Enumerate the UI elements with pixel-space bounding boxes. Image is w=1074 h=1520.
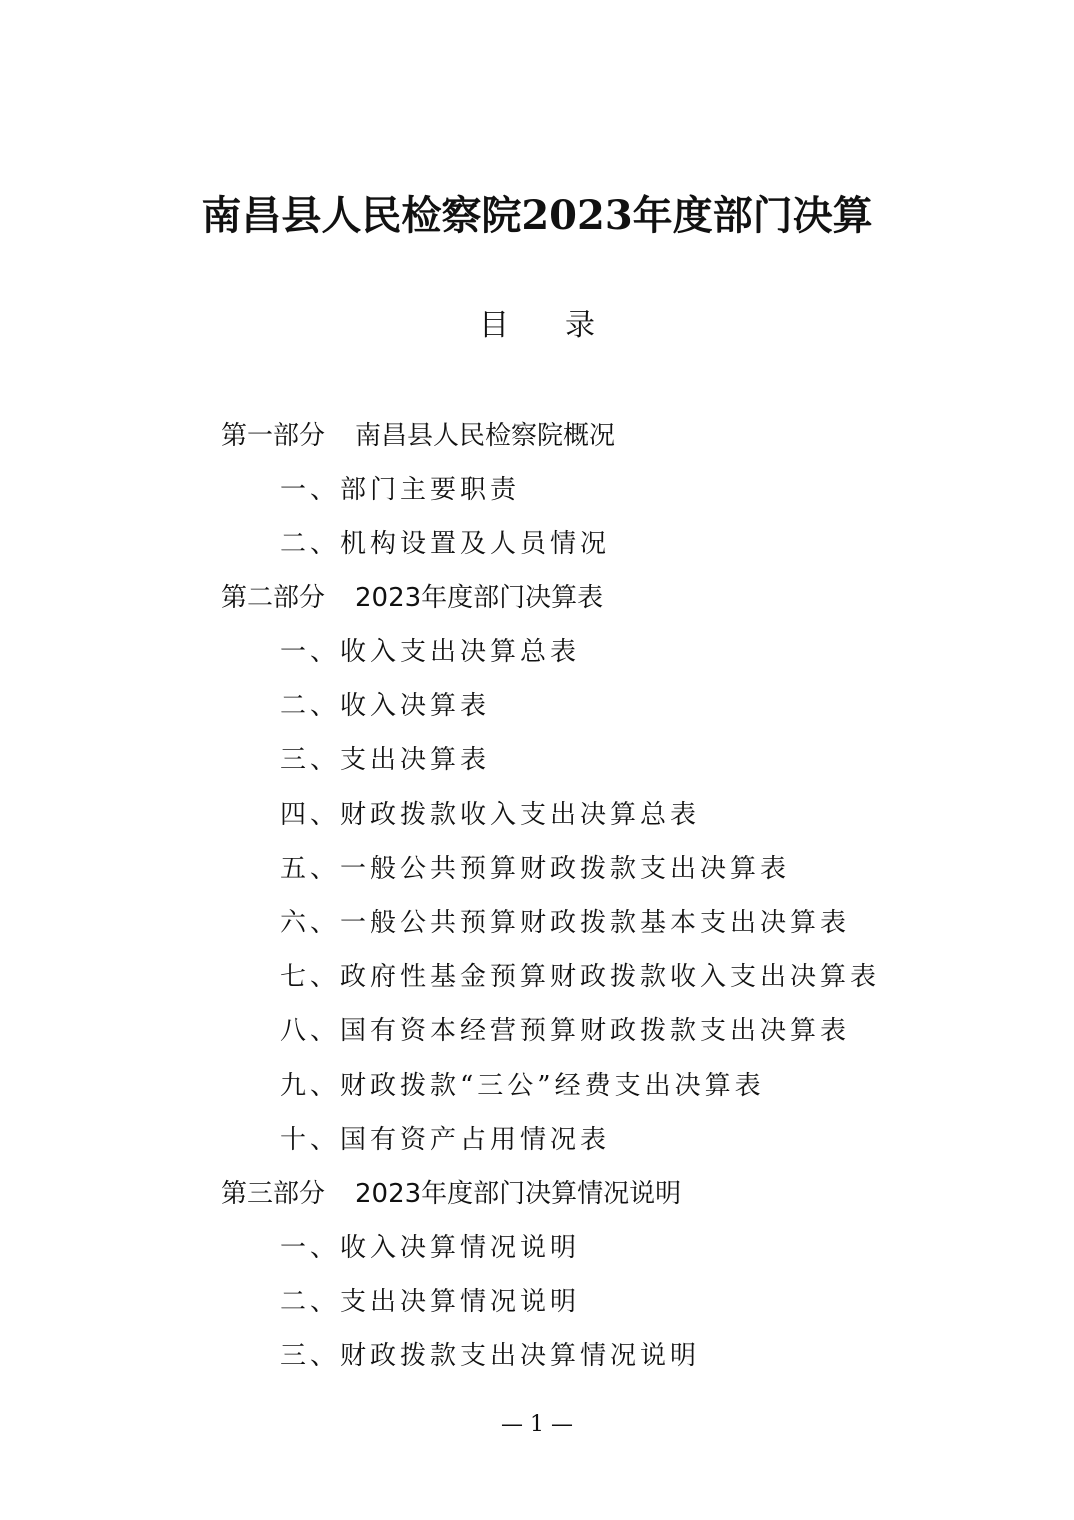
toc-item[interactable]: 二、支出决算情况说明 [280,1287,581,1317]
toc-heading-char-1: 目 [479,308,509,343]
toc-item[interactable]: 九、财政拨款“三公”经费支出决算表 [280,1071,765,1101]
toc-item[interactable]: 三、支出决算表 [280,745,491,775]
toc-item[interactable]: 八、国有资本经营预算财政拨款支出决算表 [280,1016,851,1046]
toc-part-2[interactable] [221,578,603,618]
part-title: 2023年度部门决算表 [355,583,604,613]
toc-part-3[interactable] [221,1174,681,1214]
part-title: 2023年度部门决算情况说明 [355,1179,682,1209]
toc-item[interactable]: 五、一般公共预算财政拨款支出决算表 [280,854,791,884]
part-label: 第二部分 [221,583,326,613]
part-label: 第三部分 [221,1179,326,1209]
toc-item[interactable]: 十、国有资产占用情况表 [280,1125,611,1155]
toc-item[interactable]: 一、收入支出决算总表 [280,637,581,667]
toc-item[interactable]: 一、收入决算情况说明 [280,1233,581,1263]
toc-item[interactable]: 二、收入决算表 [280,691,491,721]
toc-part-1[interactable] [221,416,615,456]
toc-item[interactable]: 六、一般公共预算财政拨款基本支出决算表 [280,908,851,938]
toc-item[interactable]: 三、财政拨款支出决算情况说明 [280,1341,701,1371]
toc-item[interactable]: 二、机构设置及人员情况 [280,529,611,559]
part-label: 第一部分 [221,421,326,451]
page-number: — 1 — [501,1412,573,1437]
part-title: 南昌县人民检察院概况 [355,421,616,451]
toc-item[interactable]: 一、部门主要职责 [280,475,521,505]
document-title: 南昌县人民检察院2023年度部门决算 [201,192,873,239]
toc-item[interactable]: 七、政府性基金预算财政拨款收入支出决算表 [280,962,881,992]
toc-item[interactable]: 四、财政拨款收入支出决算总表 [280,800,701,830]
toc-heading-char-2: 录 [565,308,595,343]
